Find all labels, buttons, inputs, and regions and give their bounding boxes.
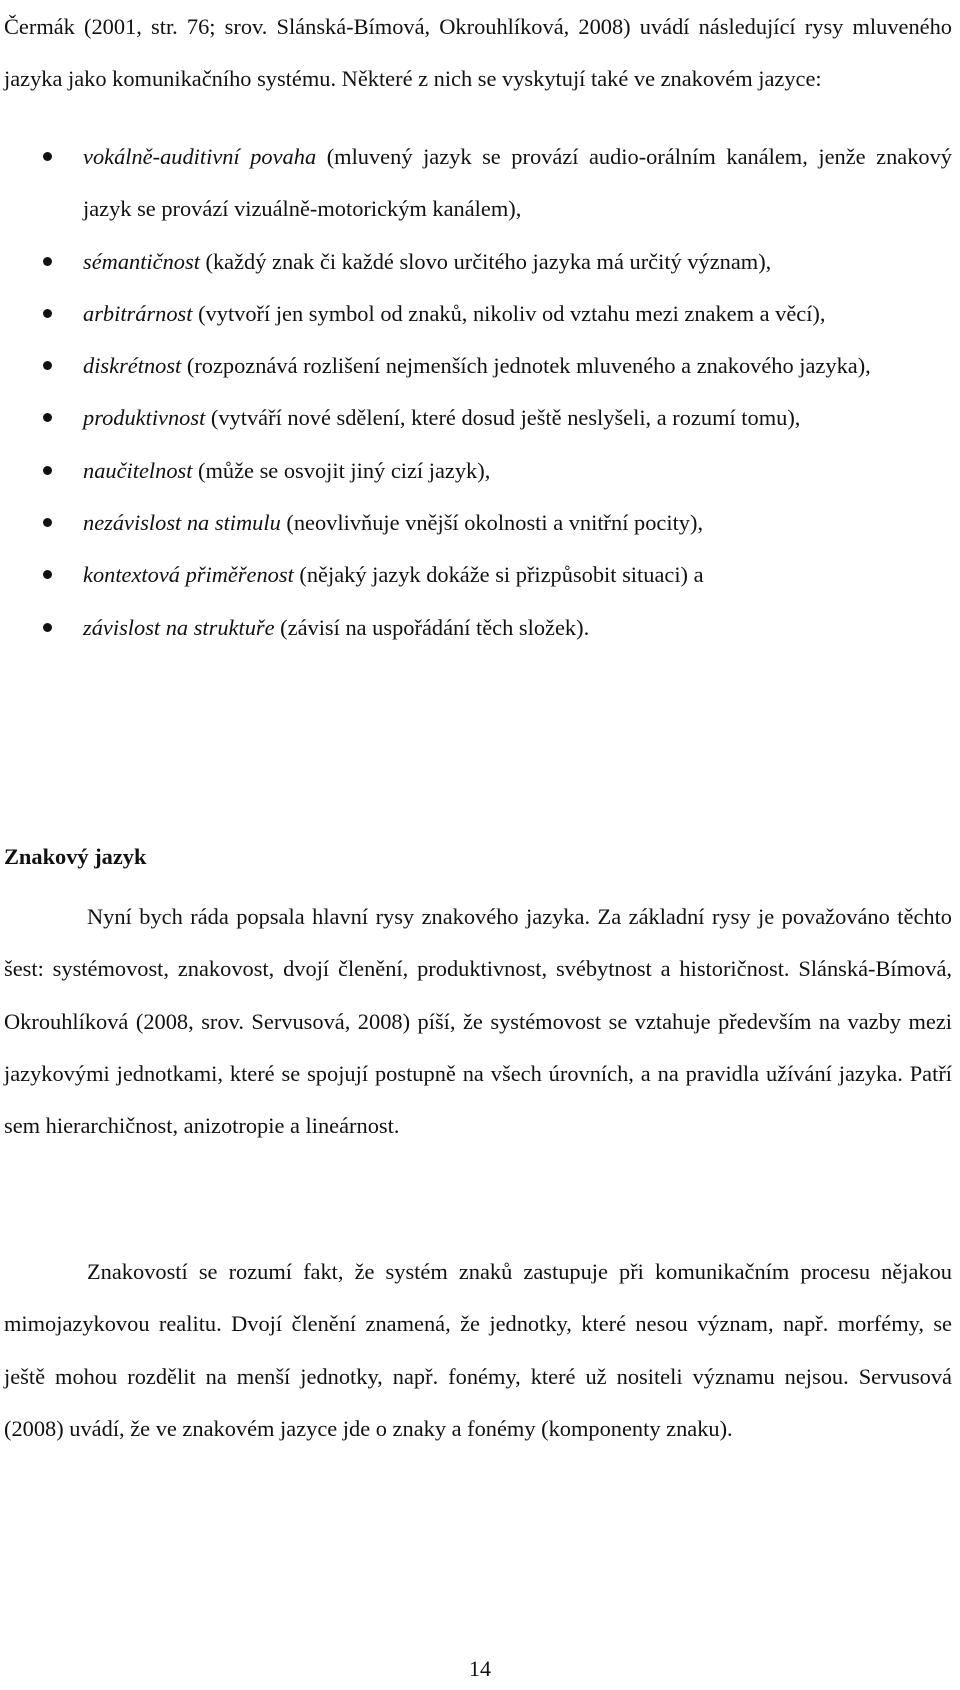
bullet-icon	[43, 518, 52, 527]
section-heading: Znakový jazyk	[4, 844, 147, 869]
list-item	[0, 602, 952, 654]
bullet-icon	[43, 309, 52, 318]
bullet-icon	[43, 623, 52, 632]
list-item	[0, 445, 952, 497]
page-number: 14	[469, 1656, 491, 1681]
bullet-icon	[43, 152, 52, 161]
feature-text: (vytváří nové sdělení, které dosud ještě neslyšeli, a rozumí tomu),	[205, 405, 801, 431]
feature-list	[0, 131, 952, 654]
feature-term: diskrétnost	[83, 353, 182, 379]
bullet-icon	[43, 361, 52, 370]
feature-term: arbitrárnost	[83, 300, 193, 326]
intro-paragraph: Čermák (2001, str. 76; srov. Slánská-Bímová, Okrouhlíková, 2008) uvádí následující rysy mluveného jazyka jako komunikačního systému. Některé z nich se vyskytují také ve znakovém jazyce:	[4, 14, 952, 92]
feature-term: vokálně-auditivní povaha	[83, 144, 317, 169]
bullet-icon	[43, 257, 52, 266]
feature-text: (může se osvojit jiný cizí jazyk),	[192, 457, 491, 483]
body-paragraph: Znakovostí se rozumí fakt, že systém znaků zastupuje při komunikačním procesu nějakou mimojazykovou realitu. Dvojí členění znamená, že jednotky, které nesou význam, např. morfémy, se ještě mohou rozdělit na menší jednotky, např. fonémy, které už nositeli významu nejsou. Servusová (2008) uvádí, že ve znakovém jazyce jde o znaky a fonémy (komponenty znaku).	[4, 1259, 952, 1441]
feature-text: (rozpoznává rozlišení nejmenších jednotek mluveného a znakového jazyka),	[181, 353, 871, 379]
feature-term: naučitelnost	[83, 457, 193, 483]
bullet-icon	[43, 466, 52, 475]
list-item	[0, 340, 952, 392]
list-item	[0, 131, 952, 236]
list-item	[0, 497, 952, 549]
list-item	[0, 549, 952, 601]
feature-text: (každý znak či každé slovo určitého jazyka má určitý význam),	[199, 248, 772, 274]
feature-text: (vytvoří jen symbol od znaků, nikoliv od vztahu mezi znakem a věcí),	[192, 300, 826, 326]
feature-term: sémantičnost	[83, 248, 200, 274]
feature-text: (mluvený jazyk se provází audio-orálním kanálem, jenže znakový jazyk se provází vizuálně-motorickým kanálem),	[83, 144, 952, 222]
feature-term: nezávislost na stimulu	[83, 510, 281, 536]
bullet-icon	[43, 413, 52, 422]
bullet-icon	[43, 570, 52, 579]
feature-term: produktivnost	[83, 405, 206, 431]
list-item	[0, 288, 952, 340]
list-item	[0, 392, 952, 444]
feature-text: (závisí na uspořádání těch složek).	[274, 614, 590, 640]
feature-text: (neovlivňuje vnější okolnosti a vnitřní pocity),	[280, 510, 704, 536]
feature-text: (nějaký jazyk dokáže si přizpůsobit situaci) a	[293, 562, 704, 588]
body-paragraph: Nyní bych ráda popsala hlavní rysy znakového jazyka. Za základní rysy je považováno těchto šest: systémovost, znakovost, dvojí členění, produktivnost, svébytnost a historičnost. Slánská-Bímová, Okrouhlíková (2008, srov. Servusová, 2008) píší, že systémovost se vztahuje především na vazby mezi jazykovými jednotkami, které se spojují postupně na všech úrovních, a na pravidla užívání jazyka. Patří sem hierarchičnost, anizotropie a lineárnost.	[4, 904, 952, 1139]
feature-term: závislost na struktuře	[83, 614, 275, 640]
list-item	[0, 236, 952, 288]
feature-term: kontextová přiměřenost	[83, 562, 294, 588]
